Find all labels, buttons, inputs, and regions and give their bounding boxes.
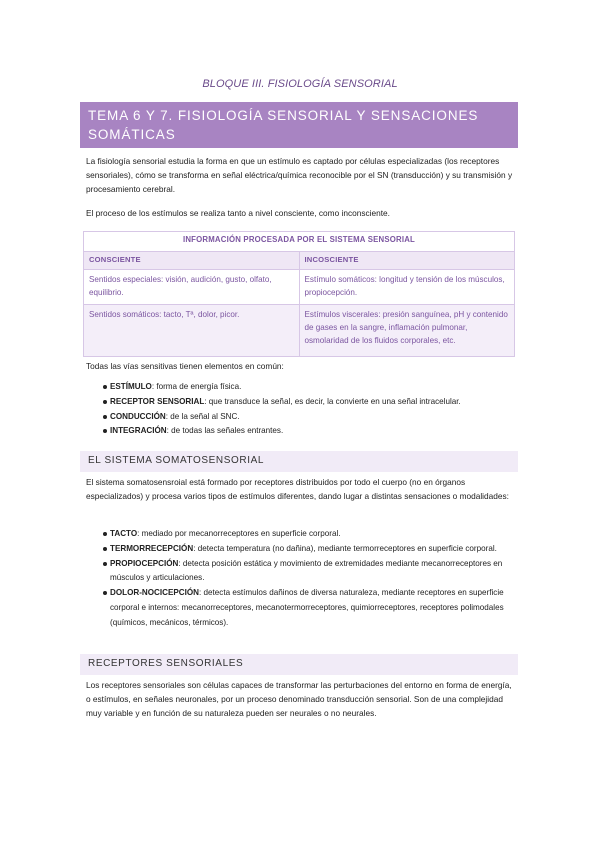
- bullet-icon: [103, 400, 107, 404]
- bullet-icon: [103, 429, 107, 433]
- table-caption: INFORMACIÓN PROCESADA POR EL SISTEMA SENSORIAL: [84, 232, 515, 252]
- table-row: [84, 305, 515, 357]
- item-desc: : mediado por mecanorreceptores en superficie corporal.: [137, 529, 341, 538]
- table-cell: Sentidos somáticos: tacto, Tª, dolor, picor.: [84, 305, 300, 357]
- table-row: [84, 270, 515, 305]
- common-elements-list: [86, 380, 516, 439]
- bullet-icon: [103, 591, 107, 595]
- topic-title: TEMA 6 Y 7. FISIOLOGÍA SENSORIAL Y SENSACIONES SOMÁTICAS: [80, 102, 518, 148]
- bullet-icon: [103, 532, 107, 536]
- table-cell: Estímulos viscerales: presión sanguínea, pH y contenido de gases en la sangre, inflamación pulmonar, osmolaridad de los fluidos corporales, etc.: [299, 305, 515, 357]
- bullet-icon: [103, 385, 107, 389]
- list-item: [86, 586, 516, 630]
- block-header: BLOQUE III. FISIOLOGÍA SENSORIAL: [202, 78, 398, 90]
- list-item: [86, 527, 516, 542]
- somatosensory-paragraph: El sistema somatosensroial está formado por receptores distribuidos por todo el cuerpo (no en órganos especializados) y procesa varios tipos de estímulos diferentes, dando lugar a distintas sensaciones o modalidades:: [86, 477, 509, 501]
- process-paragraph: El proceso de los estímulos se realiza tanto a nivel consciente, como inconsciente.: [86, 208, 390, 218]
- bullet-icon: [103, 547, 107, 551]
- section-heading-receptors: RECEPTORES SENSORIALES: [80, 654, 518, 675]
- list-item: [86, 424, 516, 439]
- common-elements-intro: Todas las vías sensitivas tienen elementos en común:: [86, 361, 284, 371]
- list-item: [86, 410, 516, 425]
- item-desc: : detecta temperatura (no dañina), mediante termorreceptores en superficie corporal.: [193, 543, 497, 553]
- item-term: TERMORRECEPCIÓN: [110, 543, 194, 553]
- sensory-info-table: [83, 231, 515, 357]
- item-term: INTEGRACIÓN: [110, 426, 167, 436]
- item-desc: : de todas las señales entrantes.: [166, 426, 284, 436]
- item-desc: : que transduce la señal, es decir, la convierte en una señal intracelular.: [204, 396, 461, 406]
- list-item: [86, 395, 516, 410]
- item-desc: : detecta estímulos dañinos de diversa naturaleza, mediante receptores en superficie corporal e internos: mecanorreceptores, mecanotermorreceptores, quimiorreceptores, receptores polimodales (químicos, mecánicos, térmicos).: [110, 588, 504, 627]
- table-cell: Sentidos especiales: visión, audición, gusto, olfato, equilibrio.: [84, 270, 300, 305]
- somatosensory-modalities-list: [86, 527, 516, 631]
- table-header-unconscious: INCOSCIENTE: [299, 252, 515, 270]
- bullet-icon: [103, 562, 107, 566]
- item-term: CONDUCCIÓN: [110, 411, 166, 421]
- item-desc: : de la señal al SNC.: [165, 411, 240, 421]
- item-term: DOLOR-NOCICEPCIÓN: [110, 588, 200, 598]
- item-term: RECEPTOR SENSORIAL: [110, 396, 205, 406]
- table-cell: Estímulo somáticos: longitud y tensión de los músculos, propiocepción.: [299, 270, 515, 305]
- item-term: PROPIOCEPCIÓN: [110, 558, 179, 568]
- item-term: TACTO: [110, 529, 138, 538]
- table-header-conscious: CONSCIENTE: [84, 252, 300, 270]
- list-item: [86, 542, 516, 557]
- list-item: [86, 557, 516, 587]
- item-desc: : detecta posición estática y movimiento de extremidades mediante mecanorreceptores en músculos y articulaciones.: [110, 558, 503, 583]
- section-heading-somatosensory: EL SISTEMA SOMATOSENSORIAL: [80, 451, 518, 472]
- intro-paragraph: La fisiología sensorial estudia la forma en que un estímulo es captado por células especializadas (los receptores sensoriales), cómo se transforma en señal eléctrica/química reconocible por el SN (transducción) y su transmisión y procesamiento cerebral.: [86, 156, 513, 194]
- item-desc: : forma de energía física.: [151, 382, 242, 391]
- item-term: ESTÍMULO: [110, 382, 152, 391]
- bullet-icon: [103, 415, 107, 419]
- list-item: [86, 380, 516, 395]
- receptors-paragraph: Los receptores sensoriales son células capaces de transformar las perturbaciones del entorno en forma de energía, o estímulos, en señales neuronales, por un proceso denominado transducción sensorial. Son de una complejidad muy variable y en función de su naturaleza pueden ser neurales o no neurales.: [86, 680, 512, 718]
